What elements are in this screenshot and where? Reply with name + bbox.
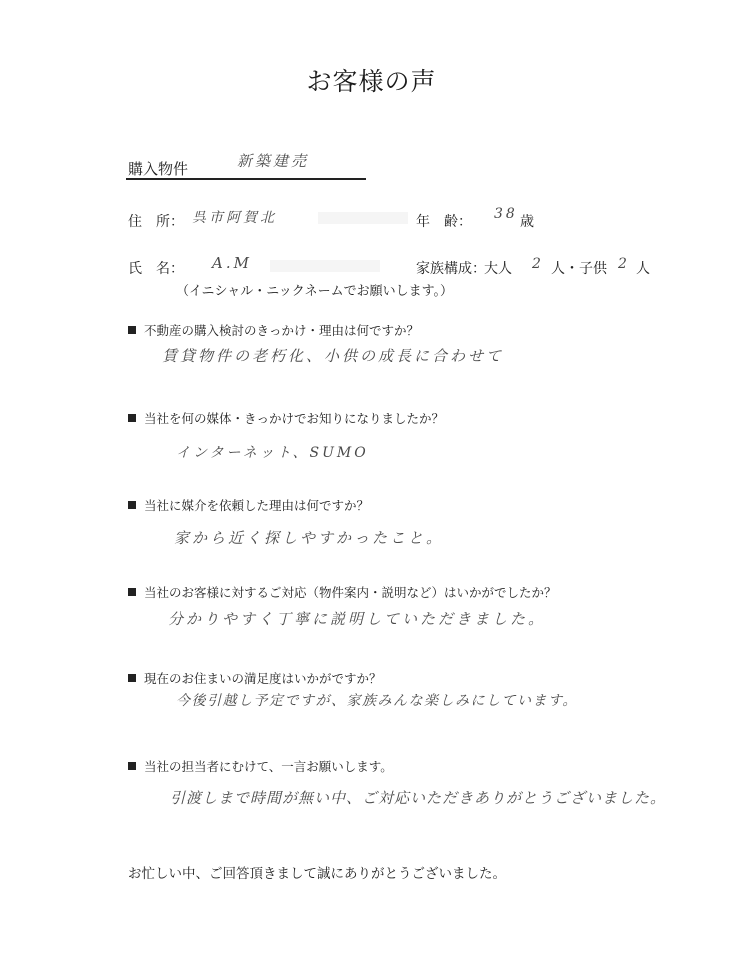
page-title: お客様の声	[306, 67, 437, 96]
question-text: 当社のお客様に対するご対応（物件案内・説明など）はいかがでしたか？	[144, 585, 557, 600]
question-6	[128, 757, 393, 775]
question-5	[128, 669, 382, 687]
question-text: 不動産の購入検討のきっかけ・理由は何ですか？	[144, 323, 420, 338]
family-adult-count: 2	[532, 256, 544, 272]
property-label: 購入物件	[128, 160, 189, 178]
square-bullet-icon	[128, 326, 136, 334]
question-text: 現在のお住まいの満足度はいかがですか？	[144, 671, 382, 686]
square-bullet-icon	[128, 501, 136, 509]
redacted-area	[318, 212, 408, 224]
address-value: 呉市阿賀北	[192, 210, 277, 226]
answer-2: インターネット、SUMO	[176, 445, 369, 461]
age-label: 年 齢：	[416, 214, 472, 230]
answer-5: 今後引越し予定ですが、家族みんな楽しみにしています。	[176, 693, 578, 709]
family-adult-label: 大人	[484, 261, 512, 277]
age-value: 38	[494, 206, 518, 222]
square-bullet-icon	[128, 588, 136, 596]
answer-1: 賃貸物件の老朽化、小供の成長に合わせて	[162, 347, 505, 365]
property-value: 新築建売	[237, 152, 310, 170]
redacted-area	[270, 260, 380, 272]
answer-3: 家から近く探しやすかったこと。	[174, 529, 445, 547]
closing-message: お忙しい中、ご回答頂きまして誠にありがとうございました。	[128, 866, 506, 882]
address-label: 住 所：	[128, 214, 184, 230]
square-bullet-icon	[128, 414, 136, 422]
question-text: 当社の担当者にむけて、一言お願いします。	[144, 759, 393, 774]
square-bullet-icon	[128, 762, 136, 770]
square-bullet-icon	[128, 674, 136, 682]
question-3	[128, 496, 369, 514]
question-text: 当社に媒介を依頼した理由は何ですか？	[144, 498, 370, 513]
family-child-count: 2	[618, 256, 630, 272]
answer-6: 引渡しまで時間が無い中、ご対応いただきありがとうございました。	[170, 789, 667, 807]
family-child-unit: 人	[636, 261, 650, 277]
property-underline	[126, 178, 366, 180]
question-1	[128, 321, 419, 339]
name-label: 氏 名：	[128, 261, 184, 277]
family-adult-unit: 人・子供	[551, 261, 607, 277]
question-2	[128, 409, 444, 427]
answer-4: 分かりやすく丁寧に説明していただきました。	[168, 610, 547, 628]
age-unit: 歳	[520, 214, 534, 230]
name-value: A.M	[212, 254, 252, 272]
name-note: （イニシャル・ニックネームでお願いします。）	[176, 284, 454, 299]
family-label: 家族構成：	[416, 261, 486, 277]
question-text: 当社を何の媒体・きっかけでお知りになりましたか？	[144, 411, 445, 426]
question-4	[128, 583, 557, 601]
